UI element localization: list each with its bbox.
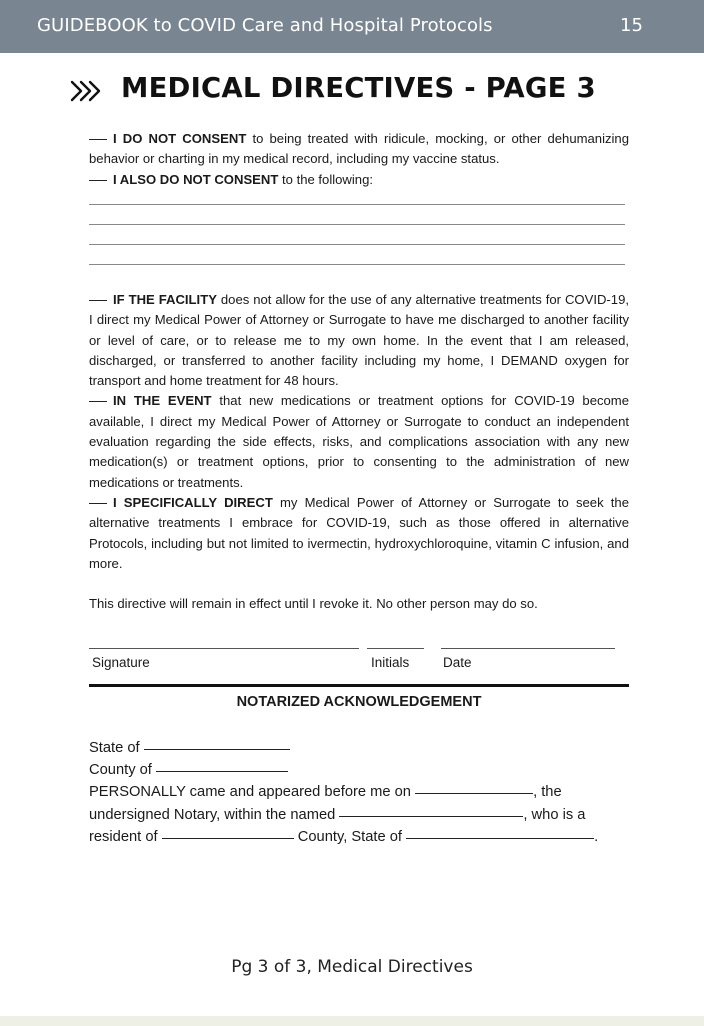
- no-consent-heading: I DO NOT CONSENT: [113, 131, 247, 146]
- section-divider: [89, 684, 629, 687]
- period: .: [594, 828, 599, 845]
- also-no-consent-heading: I ALSO DO NOT CONSENT: [113, 171, 279, 187]
- resident-county-field[interactable]: [162, 838, 294, 839]
- double-chevron-icon: [70, 80, 106, 102]
- signature-label: Signature: [92, 655, 150, 670]
- directive-block: [89, 290, 629, 574]
- page-footer: Pg 3 of 3, Medical Directives: [231, 957, 473, 977]
- no-consent-text: to being treated with ridicule, mocking, or other dehumanizing behavior or charting in my medical record, including my vaccine status.: [89, 131, 629, 167]
- guidebook-title: GUIDEBOOK to COVID Care and Hospital Protocols: [37, 15, 493, 36]
- bottom-band: [0, 1016, 704, 1026]
- date-line[interactable]: [441, 648, 615, 649]
- write-in-line[interactable]: [89, 264, 625, 265]
- initial-blank[interactable]: [89, 401, 107, 402]
- resident-state-field[interactable]: [406, 838, 594, 839]
- state-label: State of: [89, 740, 140, 756]
- notary-block: [89, 737, 598, 848]
- effect-statement: [89, 594, 629, 614]
- in-the-event-text: that new medications or treatment options for COVID-19 become available, I direct my Medical Power of Attorney or Surrogate to conduct an independent evaluation regarding the side effects, risks, and complications association with any new medication(s) or treatment options, prior to consenting to the administration of new medications or treatments.: [89, 393, 629, 490]
- write-in-line[interactable]: [89, 224, 625, 225]
- notary-title: NOTARIZED ACKNOWLEDGEMENT: [236, 694, 482, 710]
- notary-resident-line: [89, 826, 598, 848]
- notary-appeared-line: [89, 781, 598, 803]
- state-field[interactable]: [144, 749, 290, 750]
- notary-state-line: [89, 737, 598, 759]
- county-state-text: County, State of: [297, 828, 403, 845]
- write-in-line[interactable]: [89, 204, 625, 205]
- consent-block: [89, 129, 629, 190]
- appeared-suffix: , the: [533, 784, 562, 801]
- paragraph-specifically-direct: [89, 493, 629, 574]
- signature-line[interactable]: [89, 648, 359, 649]
- initial-blank[interactable]: [89, 503, 107, 504]
- if-facility-text: does not allow for the use of any alternative treatments for COVID-19, I direct my Medical Power of Attorney or Surrogate to have me discharged to another facility or level of care, or to release me to my own home. In the event that I am released, discharged, or transferred to another facility including my home, I DEMAND oxygen for transport and home treatment for 48 hours.: [89, 292, 629, 389]
- notary-named-text: undersigned Notary, within the named: [89, 806, 336, 823]
- named-suffix: , who is a: [523, 806, 586, 823]
- section-heading: [70, 72, 670, 108]
- paragraph-if-facility: [89, 290, 629, 391]
- date-label: Date: [443, 655, 472, 670]
- paragraph-in-the-event: [89, 391, 629, 492]
- county-field[interactable]: [156, 771, 288, 772]
- paragraph-also-no-consent: [89, 170, 629, 190]
- initial-blank[interactable]: [89, 300, 107, 301]
- specifically-direct-heading: I SPECIFICALLY DIRECT: [113, 494, 273, 510]
- county-label: County of: [89, 762, 152, 779]
- page-title: MEDICAL DIRECTIVES - PAGE 3: [121, 72, 596, 104]
- appeared-text: PERSONALLY came and appeared before me on: [89, 784, 411, 801]
- resident-text: resident of: [89, 828, 158, 845]
- in-the-event-heading: IN THE EVENT: [113, 393, 212, 409]
- initial-blank[interactable]: [89, 139, 107, 140]
- paragraph-no-consent: [89, 129, 629, 170]
- also-no-consent-text: to the following:: [278, 171, 373, 187]
- write-in-line[interactable]: [89, 244, 625, 245]
- page-header: [0, 0, 704, 53]
- page-number: 15: [620, 15, 643, 36]
- notary-named-line: [89, 804, 598, 826]
- specifically-direct-text: my Medical Power of Attorney or Surrogate to seek the alternative treatments I embrace for COVID-19, such as those offered in alternative Protocols, including but not limited to ivermectin, hydroxychloroquine, vitamin C infusion, and more.: [89, 494, 629, 571]
- effect-text: This directive will remain in effect until I revoke it. No other person may do so.: [89, 596, 538, 611]
- appearance-date-field[interactable]: [415, 793, 533, 794]
- initials-line[interactable]: [367, 648, 424, 649]
- named-person-field[interactable]: [339, 816, 523, 817]
- if-facility-heading: IF THE FACILITY: [113, 292, 217, 307]
- initial-blank[interactable]: [89, 180, 107, 181]
- notary-county-line: [89, 759, 598, 781]
- initials-label: Initials: [371, 655, 410, 670]
